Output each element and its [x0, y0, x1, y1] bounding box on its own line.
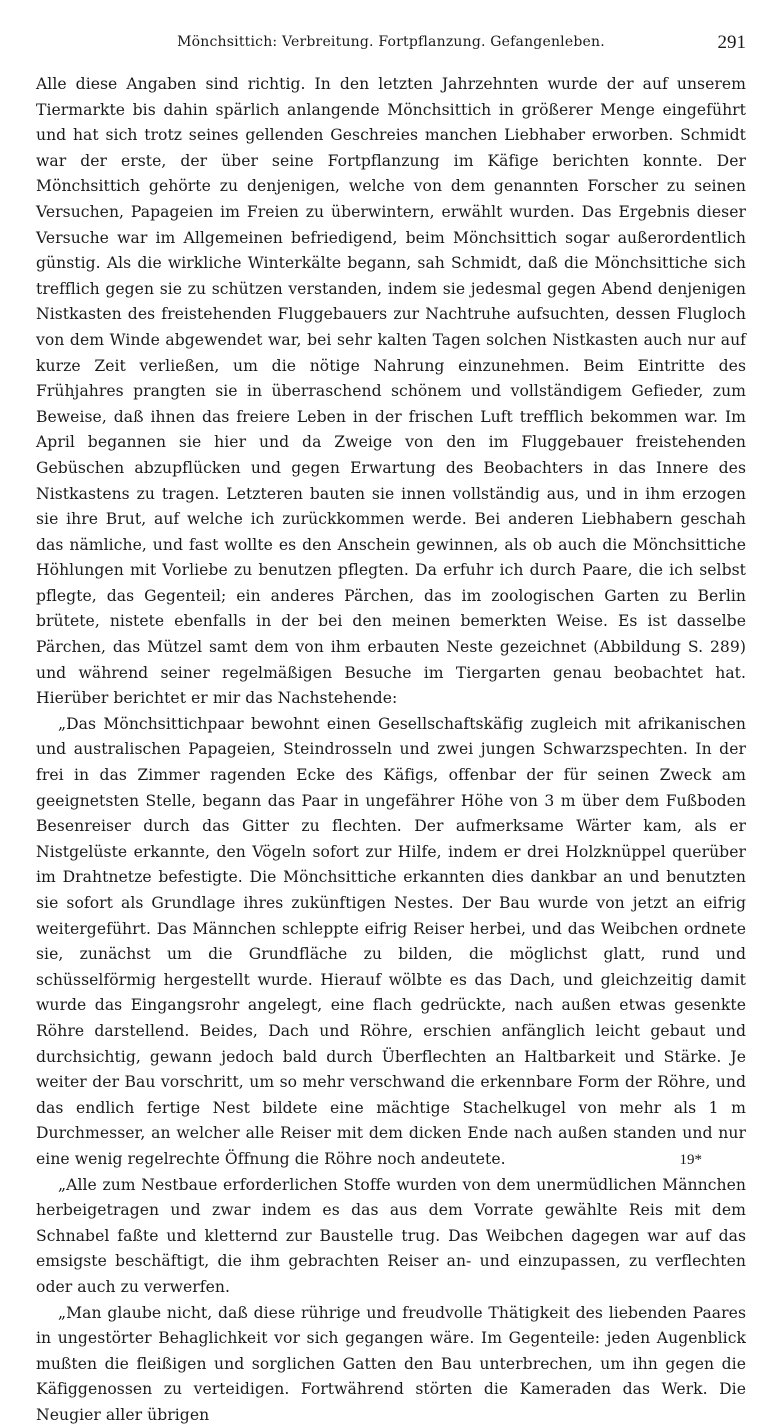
paragraph-quote-nest-building: „Das Mönchsittichpaar bewohnt einen Gesellschaftskäfig zugleich mit afrikanischen und australischen Papageien, Steindrosseln und zwei jungen Schwarzspechten. In der frei in das Zimmer ragenden Ecke des Käfigs, offenbar der für seinen Zweck am geeignetsten Stelle, begann das Paar in ungefährer Höhe von 3 m über dem Fußboden Besenreiser durch das Gitter zu flechten. Der aufmerksame Wärter kam, als er Nistgelüste erkannte, den Vögeln sofort zur Hilfe, indem er drei Holzknüppel querüber im Drahtnetze befestigte. Die Mönchsittiche erkannten dies dankbar an und benutzten sie sofort als Grundlage ihres zukünftigen Nestes. Der Bau wurde von jetzt an eifrig weitergeführt. Das Männchen schleppte eifrig Reiser herbei, und das Weibchen ordnete sie, zunächst um die Grundfläche zu bilden, die möglichst glatt, rund und schüsselförmig hergestellt wurde. Hierauf wölbte es das Dach, und gleichzeitig damit wurde das Eingangsrohr angelegt, eine flach gedrückte, nach außen etwas gesenkte Röhre darstellend. Beides, Dach und Röhre, erschien anfänglich leicht gebaut und durchsichtig, gewann jedoch bald durch Überflechten an Haltbarkeit und Stärke. Je weiter der Bau vorschritt, um so mehr verschwand die erkennbare Form der Röhre, und das endlich fertige Nest bildete eine mächtige Stachelkugel von mehr als 1 m Durchmesser, an welcher alle Reiser mit dem dicken Ende nach außen standen und nur eine wenig regelrechte Öffnung die Röhre noch andeutete.	[36, 712, 746, 1173]
book-page	[36, 34, 746, 1428]
paragraph-quote-disturbances: „Man glaube nicht, daß diese rührige und freudvolle Thätigkeit des liebenden Paares in ungestörter Behaglichkeit vor sich gegangen wäre. Im Gegenteile: jeden Augenblick mußten die fleißigen und sorglichen Gatten den Bau unterbrechen, um ihn gegen die Käfiggenossen zu verteidigen. Fortwährend störten die Kameraden das Werk. Die Neugier aller übrigen	[36, 1301, 746, 1428]
paragraph-intro: Alle diese Angaben sind richtig. In den letzten Jahrzehnten wurde der auf unserem Tiermarkte bis dahin spärlich anlangende Mönchsittich in größerer Menge eingeführt und hat sich trotz seines gellenden Geschreies manchen Liebhaber erworben. Schmidt war der erste, der über seine Fortpflanzung im Käfige berichten konnte. Der Mönchsittich gehörte zu denjenigen, welche von dem genannten Forscher zu seinen Versuchen, Papageien im Freien zu überwintern, erwählt wurden. Das Ergebnis dieser Versuche war im Allgemeinen befriedigend, beim Mönchsittich sogar außerordentlich günstig. Als die wirkliche Winterkälte begann, sah Schmidt, daß die Mönchsittiche sich trefflich gegen sie zu schützen verstanden, indem sie jedesmal gegen Abend denjenigen Nistkasten des freistehenden Fluggebauers zur Nachtruhe aufsuchten, dessen Flugloch von dem Winde abgewendet war, bei sehr kalten Tagen solchen Nistkasten auch nur auf kurze Zeit verließen, um die nötige Nahrung einzunehmen. Beim Eintritte des Frühjahres prangten sie in überraschend schönem und vollständigem Gefieder, zum Beweise, daß ihnen das freiere Leben in der frischen Luft trefflich bekommen war. Im April begannen sie hier und da Zweige von den im Fluggebauer freistehenden Gebüschen abzupflücken und gegen Erwartung des Beobachters in das Innere des Nistkastens zu tragen. Letzteren bauten sie innen vollständig aus, und in ihm erzogen sie ihre Brut, auf welche ich zurückkommen werde. Bei anderen Liebhabern geschah das nämliche, und fast wollte es den Anschein gewinnen, als ob auch die Mönchsittiche Höhlungen mit Vorliebe zu benutzen pflegten. Da erfuhr ich durch Paare, die ich selbst pflegte, das Gegenteil; ein anderes Pärchen, das im zoologischen Garten zu Berlin brütete, nistete ebenfalls in der bei den meinen bemerkten Weise. Es ist dasselbe Pärchen, das Mützel samt dem von ihm erbauten Neste gezeichnet (Abbildung S. 289) und während seiner regelmäßigen Besuche im Tiergarten genau beobachtet hat. Hierüber berichtet er mir das Nachstehende:	[36, 72, 746, 712]
page-number: 291	[718, 32, 747, 54]
printer-signature-mark: 19*	[680, 1152, 703, 1169]
paragraph-quote-materials: „Alle zum Nestbaue erforderlichen Stoffe wurden von dem unermüdlichen Männchen herbeigetragen und zwar indem es das aus dem Vorrate gewählte Reis mit dem Schnabel faßte und kletternd zur Baustelle trug. Das Weibchen dagegen war auf das emsigste beschäftigt, die ihm gebrachten Reiser an- und einzupassen, zu verflechten oder auch zu verwerfen.	[36, 1173, 746, 1301]
running-title: Mönchsittich: Verbreitung. Fortpflanzung. Gefangenleben.	[36, 34, 746, 50]
running-header	[36, 34, 746, 62]
body-text	[36, 72, 746, 1428]
